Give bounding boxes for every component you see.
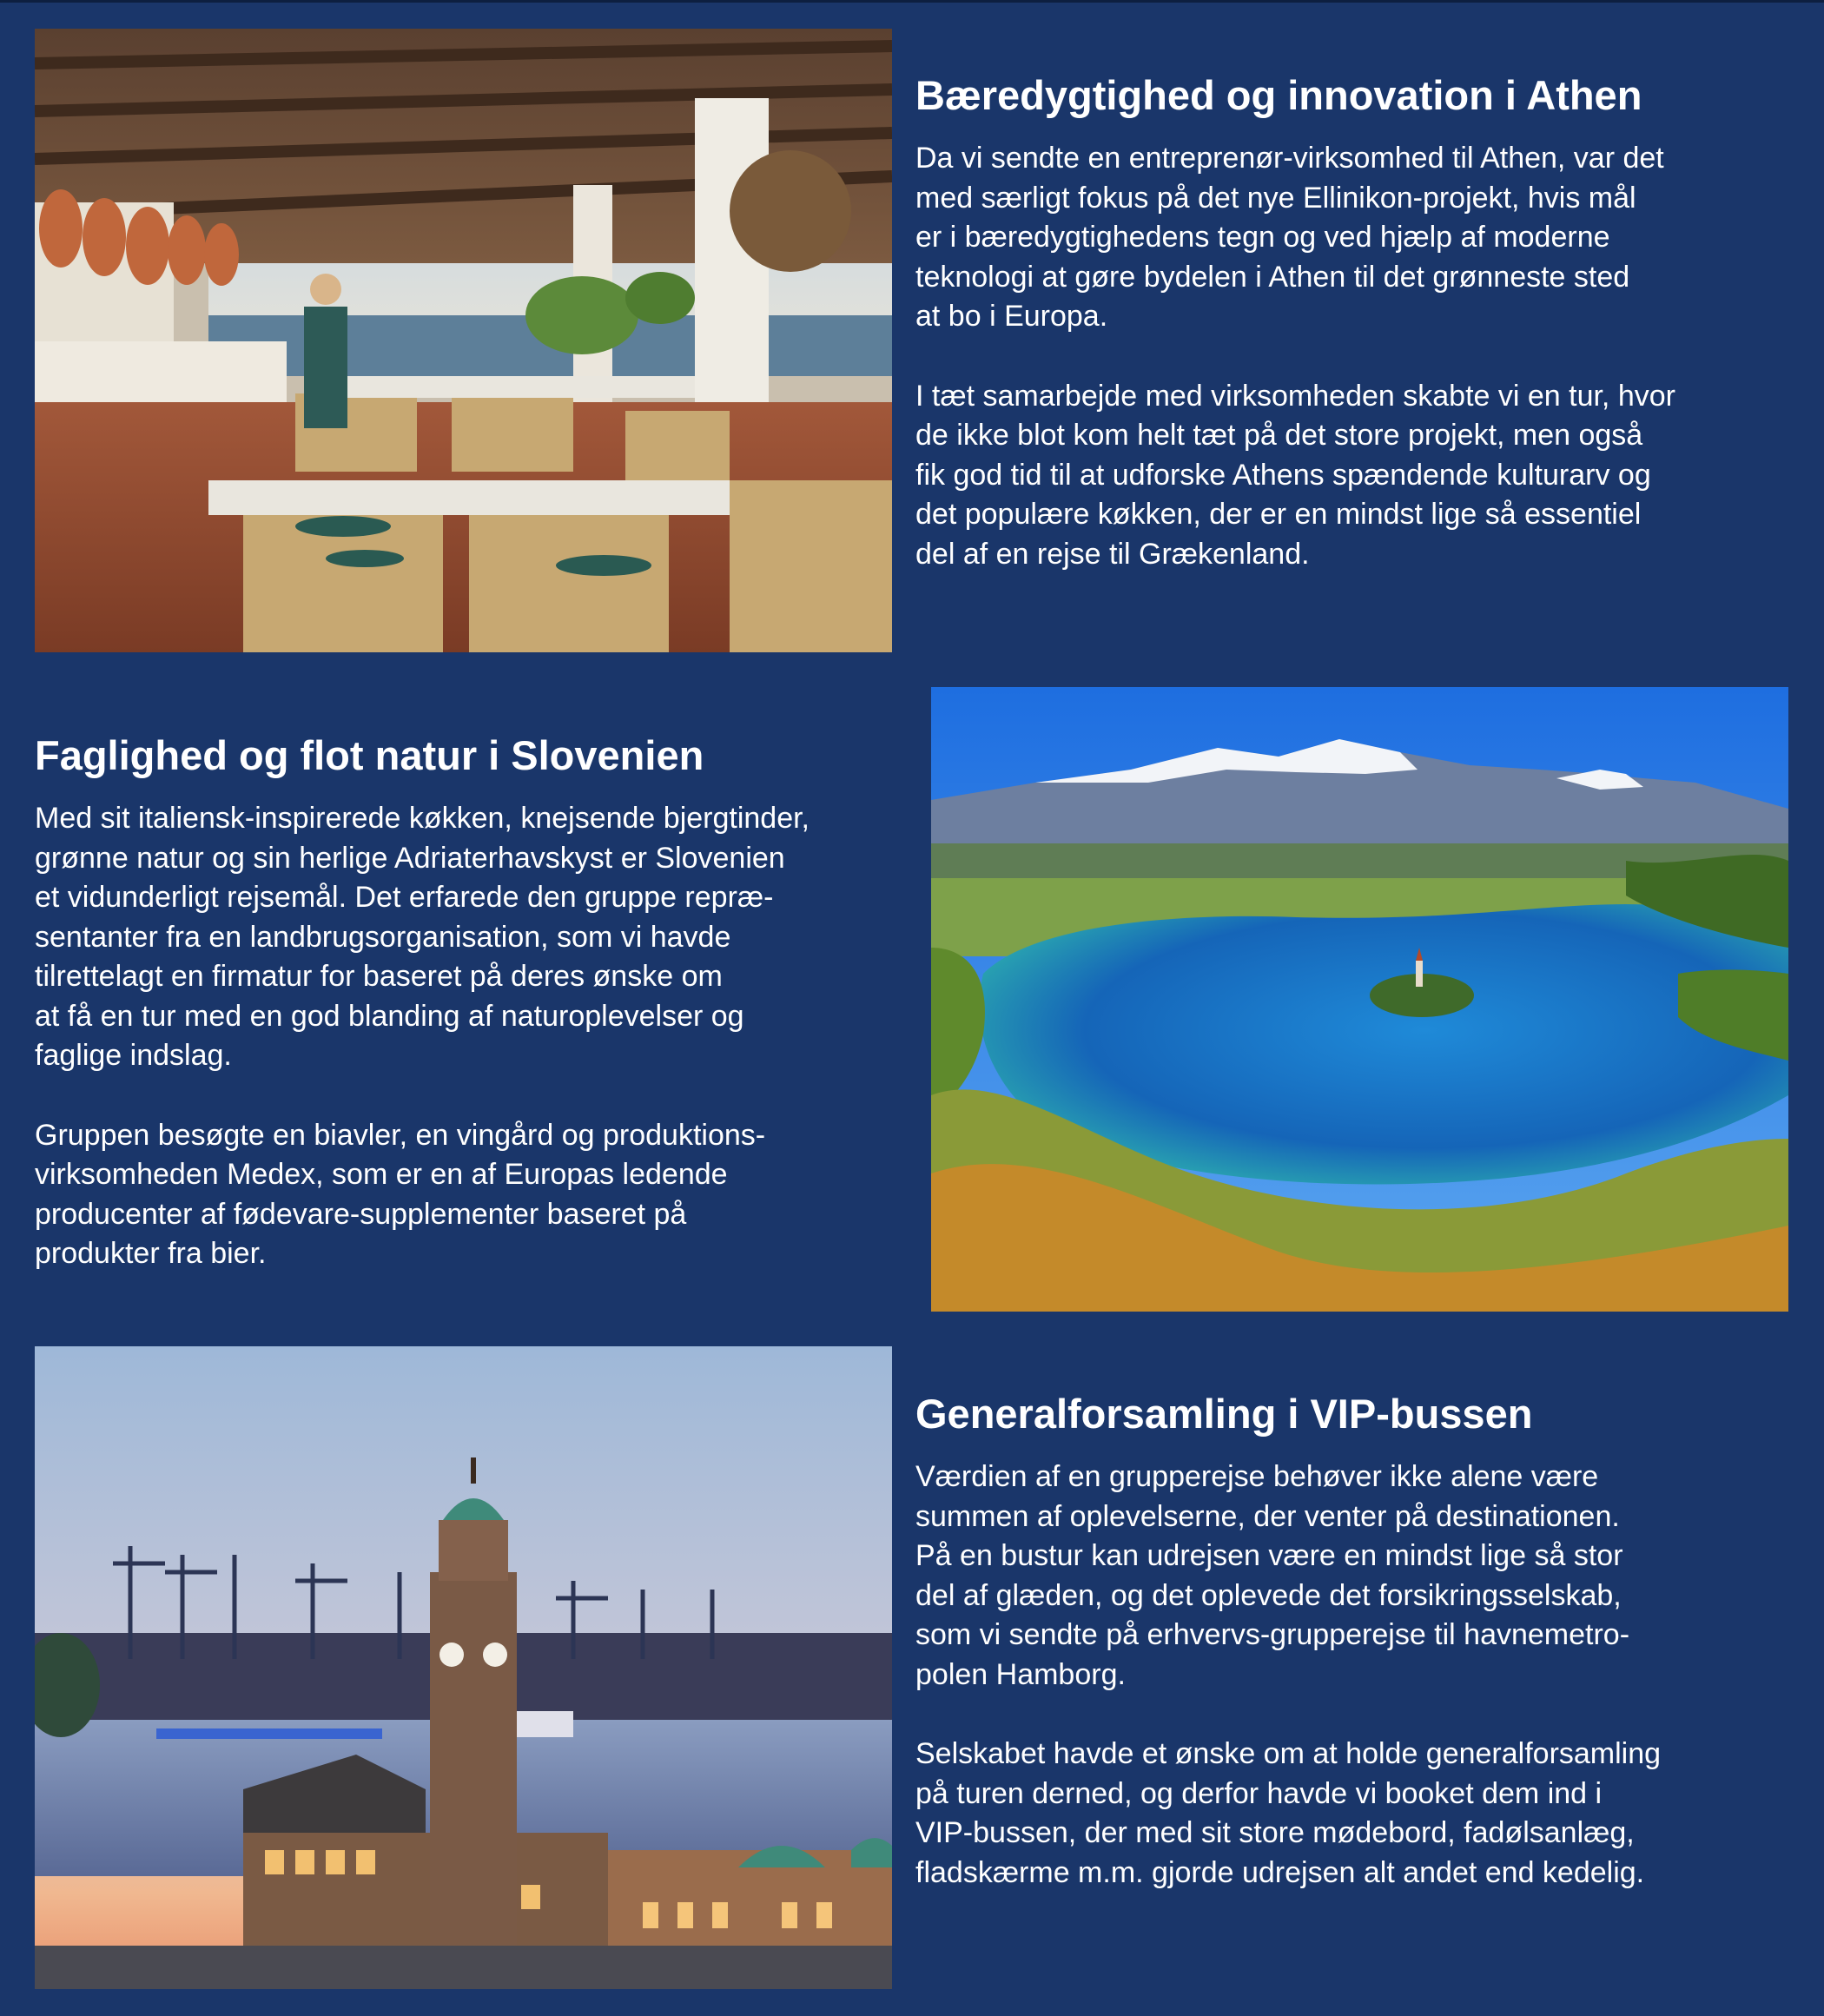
athens-paragraph-2: I tæt samarbejde med virksomheden skabte vi en tur, hvor de ikke blot kom helt tæt på det store projekt, men også fik god tid til at udforske Athens spændende kulturarv og det populære køkken, der er en mindst lige så essentiel del af en rejse til Grækenland. xyxy=(915,379,1675,571)
hamburg-harbour-photo xyxy=(35,1346,892,1989)
top-divider xyxy=(0,0,1824,3)
slovenia-lake-bled-photo xyxy=(931,687,1788,1312)
slovenia-heading: Faglighed og flot natur i Slovenien xyxy=(35,732,704,778)
hamburg-paragraph-2: Selskabet havde et ønske om at holde generalforsamling på turen derned, og derfor havde vi booket dem ind i VIP-bussen, der med sit store mødebord, fadølsanlæg, fladskærme m.m. gjorde udrejsen alt andet end kedelig. xyxy=(915,1737,1662,1889)
slovenia-paragraph-2: Gruppen besøgte en biavler, en vingård og produktions- virksomheden Medex, som er en af Europas ledende producenter af fødevare-supplementer baseret på produkter fra bier. xyxy=(35,1118,766,1270)
section-athens xyxy=(915,69,1801,574)
section-hamburg xyxy=(915,1388,1801,1893)
hamburg-heading: Generalforsamling i VIP-bussen xyxy=(915,1391,1533,1437)
athens-paragraph-1: Da vi sendte en entreprenør-virksomhed til Athen, var det med særligt fokus på det nye Ellinikon-projekt, hvis mål er i bæredygtighedens tegn og ved hjælp af moderne teknologi at gøre bydelen i Athen til det grønneste sted at bo i Europa. xyxy=(915,142,1664,333)
slovenia-paragraph-1: Med sit italiensk-inspirerede køkken, knejsende bjergtinder, grønne natur og sin herlige Adriaterhavskyst er Slovenien et vidunderligt rejsemål. Det erfarede den gruppe repræ- sentanter fra en landbrugsorganisation, som vi havde tilrettelagt en firmatur for baseret på deres ønske om at få en tur med en god blanding af naturoplevelser og faglige indslag. xyxy=(35,802,810,1072)
athens-restaurant-photo xyxy=(35,29,892,652)
hamburg-paragraph-1: Værdien af en grupperejse behøver ikke alene være summen af oplevelserne, der venter på destinationen. På en bustur kan udrejsen være en mindst lige så stor del af glæden, og det oplevede det forsikringsselskab, som vi sendte på erhvervs-grupperejse til havnemetro- polen Hamborg. xyxy=(915,1460,1630,1691)
section-slovenia xyxy=(35,730,921,1274)
athens-heading: Bæredygtighed og innovation i Athen xyxy=(915,72,1642,118)
